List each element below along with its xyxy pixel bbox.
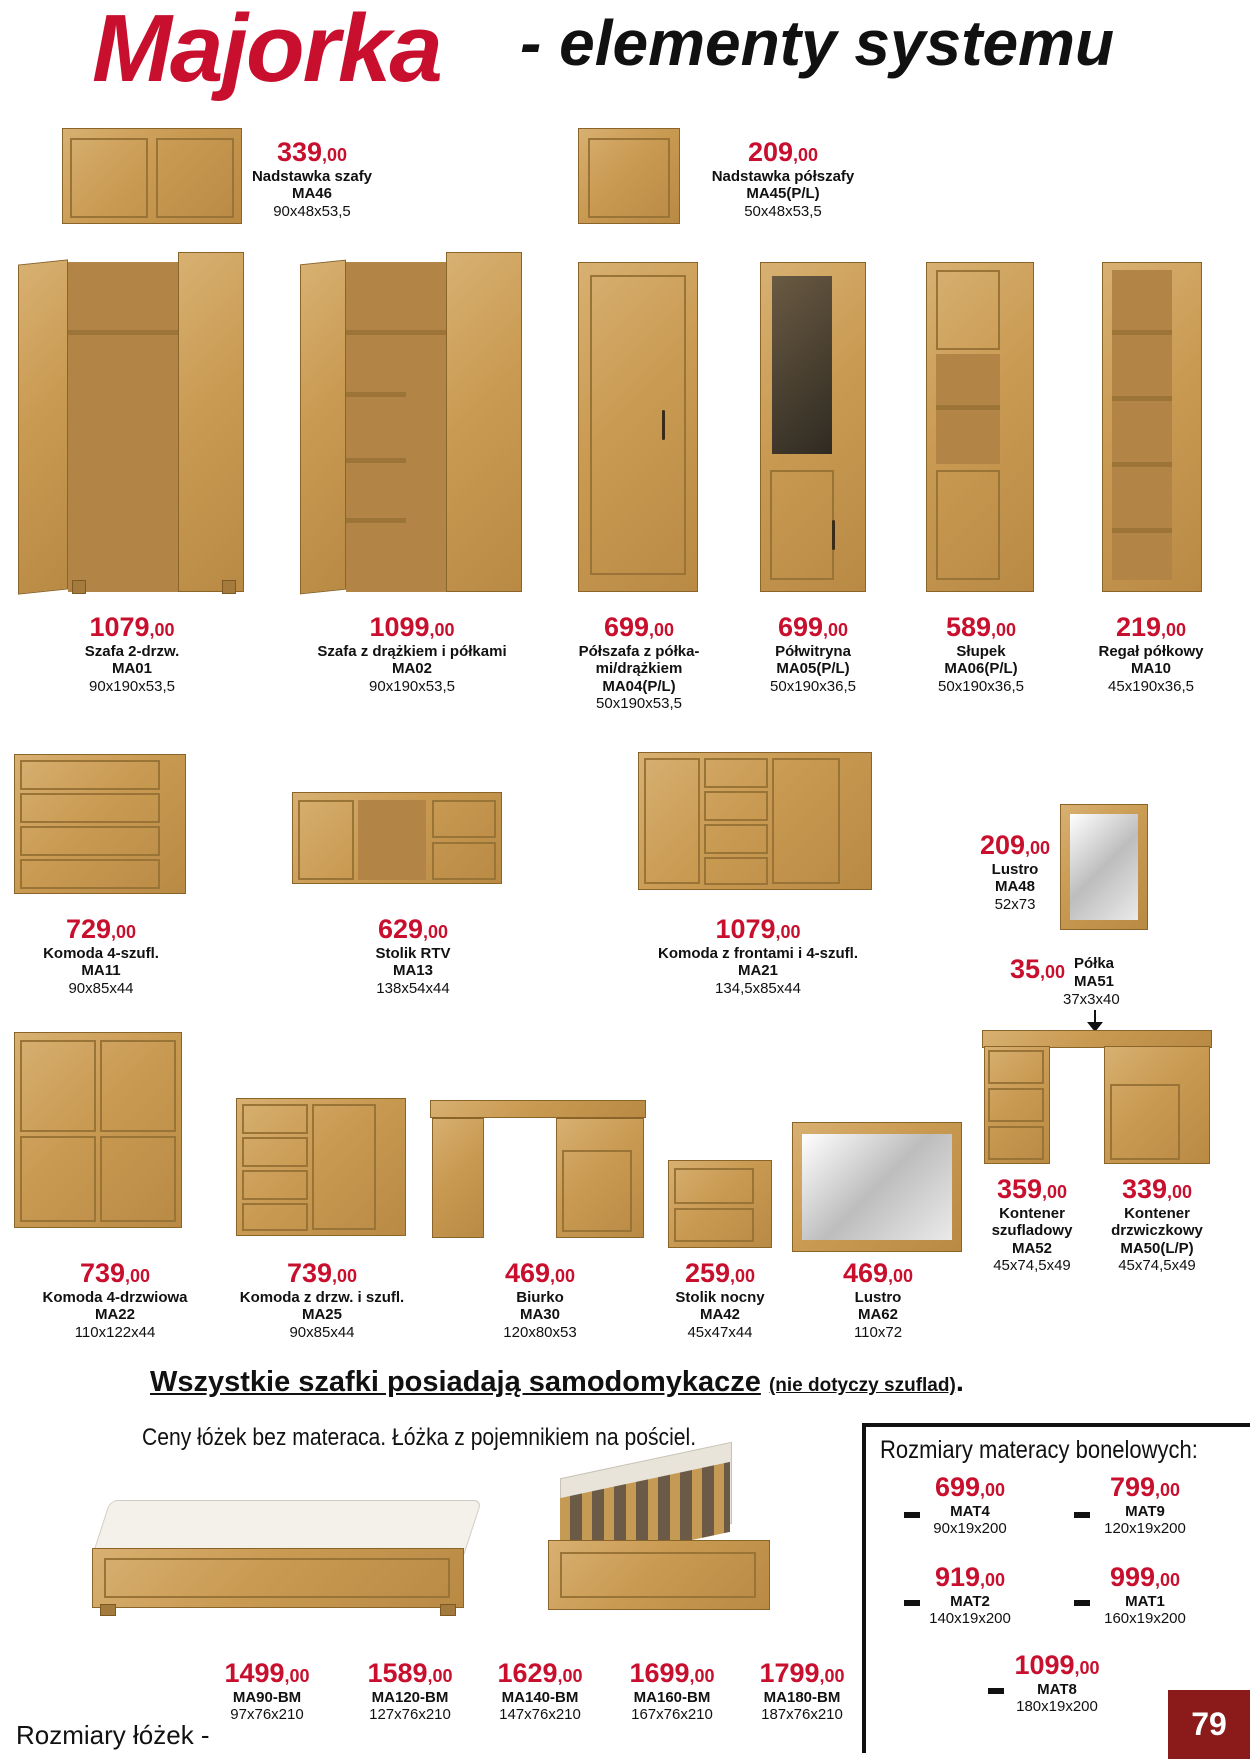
bed-item-ma140 <box>480 1658 600 1724</box>
brand-title: Majorka <box>92 0 441 102</box>
product-dimensions: 138x54x44 <box>376 979 450 997</box>
product-price: 729,00 <box>65 914 137 944</box>
product-price: 469,00 <box>842 1258 914 1288</box>
product-dimensions: 50x190x36,5 <box>938 677 1024 695</box>
product-code: MA62 <box>857 1306 898 1324</box>
product-label-ma30 <box>478 1258 602 1341</box>
product-name: Półwitryna <box>775 643 851 661</box>
product-code: MA10 <box>1130 660 1171 678</box>
product-code: MA50(L/P) <box>1120 1239 1194 1257</box>
product-label-ma48 <box>970 830 1060 913</box>
bed-dimensions: 97x76x210 <box>230 1706 304 1724</box>
mattress-code: MAT4 <box>950 1503 990 1521</box>
product-price: 35,00 <box>1010 954 1066 984</box>
dash-icon <box>1074 1600 1090 1606</box>
product-price: 1099,00 <box>369 612 455 642</box>
mattress-dimensions: 120x19x200 <box>1104 1520 1186 1538</box>
dash-icon <box>1074 1512 1090 1518</box>
product-label-ma42 <box>646 1258 794 1341</box>
product-name: Komoda 4-szufl. <box>43 945 159 963</box>
product-name: Nadstawka szafy <box>251 168 373 186</box>
dash-icon <box>904 1512 920 1518</box>
product-price: 699,00 <box>777 612 849 642</box>
product-name-line2: mi/drążkiem <box>595 660 683 678</box>
product-price: 359,00 <box>996 1174 1068 1204</box>
bed-code: MA160-BM <box>633 1689 711 1707</box>
product-dimensions: 90x190x53,5 <box>369 677 455 695</box>
product-dimensions: 50x48x53,5 <box>744 202 822 220</box>
mattress-price: 919,00 <box>934 1562 1006 1592</box>
product-dimensions: 52x73 <box>994 895 1036 913</box>
product-label-ma46 <box>232 137 392 220</box>
mattress-title: Rozmiary materacy bonelowych: <box>880 1436 1198 1464</box>
mattress-item-mat4 <box>920 1472 1020 1538</box>
product-code: MA48 <box>994 878 1035 896</box>
mattress-dimensions: 160x19x200 <box>1104 1610 1186 1628</box>
page-subtitle: - elementy systemu <box>520 7 1115 79</box>
bed-price: 1499,00 <box>224 1658 310 1688</box>
product-name: Lustro <box>991 861 1039 879</box>
product-dimensions: 90x85x44 <box>289 1323 355 1341</box>
product-name: Kontener <box>999 1205 1065 1223</box>
product-label-ma05 <box>740 612 886 695</box>
product-name: Komoda z frontami i 4-szufl. <box>657 945 858 963</box>
product-price: 469,00 <box>504 1258 576 1288</box>
bed-item-ma180 <box>742 1658 862 1724</box>
mattress-price: 699,00 <box>934 1472 1006 1502</box>
mattress-price: 999,00 <box>1109 1562 1181 1592</box>
mattress-code: MAT8 <box>1037 1681 1077 1699</box>
product-dimensions: 45x190x36,5 <box>1108 677 1194 695</box>
bed-code: MA180-BM <box>763 1689 841 1707</box>
product-code: MA52 <box>1011 1239 1052 1257</box>
product-label-ma22 <box>30 1258 200 1341</box>
product-label-ma04 <box>548 612 730 712</box>
product-name: Słupek <box>956 643 1006 661</box>
bed-price: 1589,00 <box>367 1658 453 1688</box>
product-code: MA01 <box>111 660 152 678</box>
product-code: MA21 <box>737 962 778 980</box>
product-name: Stolik RTV <box>375 945 451 963</box>
product-label-ma62 <box>820 1258 936 1341</box>
mattress-dimensions: 90x19x200 <box>933 1520 1007 1538</box>
mattress-price: 1099,00 <box>1014 1650 1100 1680</box>
product-dimensions: 90x85x44 <box>68 979 134 997</box>
product-dimensions: 120x80x53 <box>503 1323 577 1341</box>
mattress-item-mat1 <box>1090 1562 1200 1628</box>
dash-icon <box>904 1600 920 1606</box>
product-code: MA46 <box>291 185 332 203</box>
product-dimensions: 110x72 <box>853 1323 903 1341</box>
mattress-item-mat9 <box>1090 1472 1200 1538</box>
product-name: Szafa z drążkiem i półkami <box>317 643 507 661</box>
product-name: Półszafa z półka- <box>578 643 700 661</box>
product-code: MA13 <box>392 962 433 980</box>
product-name: Stolik nocny <box>675 1289 765 1307</box>
product-code: MA05(P/L) <box>776 660 850 678</box>
product-label-ma06 <box>908 612 1054 695</box>
product-price: 1079,00 <box>715 914 801 944</box>
product-price: 739,00 <box>79 1258 151 1288</box>
mattress-item-mat2 <box>920 1562 1020 1628</box>
bed-code: MA140-BM <box>501 1689 579 1707</box>
product-dimensions: 50x190x53,5 <box>596 694 682 712</box>
beds-note: Ceny łóżek bez materaca. Łóżka z pojemnikiem na pościel. <box>142 1424 697 1451</box>
product-price: 339,00 <box>1121 1174 1193 1204</box>
product-code: MA25 <box>301 1306 342 1324</box>
product-price: 1079,00 <box>89 612 175 642</box>
product-label-ma02 <box>292 612 532 695</box>
product-label-ma21 <box>638 914 878 997</box>
product-dimensions: 90x48x53,5 <box>273 202 351 220</box>
product-dimensions: 45x74,5x49 <box>993 1256 1071 1274</box>
bed-code: MA90-BM <box>232 1689 302 1707</box>
bed-item-ma90 <box>212 1658 322 1724</box>
mattress-price: 799,00 <box>1109 1472 1181 1502</box>
bed-dimensions: 167x76x210 <box>631 1706 713 1724</box>
product-code: MA45(P/L) <box>746 185 820 203</box>
bed-item-ma120 <box>350 1658 470 1724</box>
bed-item-ma160 <box>612 1658 732 1724</box>
product-price: 589,00 <box>945 612 1017 642</box>
product-dimensions: 50x190x36,5 <box>770 677 856 695</box>
product-code: MA42 <box>699 1306 740 1324</box>
bed-dimensions: 127x76x210 <box>369 1706 451 1724</box>
mattress-code: MAT9 <box>1125 1503 1165 1521</box>
product-code: MA30 <box>519 1306 560 1324</box>
product-dimensions: 90x190x53,5 <box>89 677 175 695</box>
bed-dimensions: 147x76x210 <box>499 1706 581 1724</box>
product-price: 339,00 <box>276 137 348 167</box>
bed-price: 1699,00 <box>629 1658 715 1688</box>
mattress-dimensions: 140x19x200 <box>929 1610 1011 1628</box>
product-code: MA04(P/L) <box>602 677 676 695</box>
product-name: Półka <box>1074 955 1115 972</box>
product-price: 629,00 <box>377 914 449 944</box>
product-label-ma13 <box>342 914 484 997</box>
product-name: Komoda z drzw. i szufl. <box>239 1289 405 1307</box>
bed-price: 1629,00 <box>497 1658 583 1688</box>
product-dimensions: 37x3x40 <box>1063 991 1120 1008</box>
soft-close-notice: Wszystkie szafki posiadają samodomykacze (nie dotyczy szuflad). <box>150 1366 964 1398</box>
bed-code: MA120-BM <box>371 1689 449 1707</box>
product-price: 209,00 <box>747 137 819 167</box>
product-dimensions: 110x122x44 <box>74 1323 156 1341</box>
mattress-dimensions: 180x19x200 <box>1016 1698 1098 1716</box>
bed-price: 1799,00 <box>759 1658 845 1688</box>
product-price: 209,00 <box>979 830 1051 860</box>
product-label-ma01 <box>42 612 222 695</box>
product-price: 739,00 <box>286 1258 358 1288</box>
product-dimensions: 134,5x85x44 <box>715 979 801 997</box>
product-label-ma25 <box>222 1258 422 1341</box>
product-name: Regał półkowy <box>1098 643 1204 661</box>
product-name-line2: szufladowy <box>991 1222 1073 1240</box>
product-price: 699,00 <box>603 612 675 642</box>
page-number: 79 <box>1168 1690 1250 1759</box>
product-price: 219,00 <box>1115 612 1187 642</box>
mattress-code: MAT1 <box>1125 1593 1165 1611</box>
product-label-ma10 <box>1076 612 1226 695</box>
product-label-ma52 <box>980 1174 1084 1274</box>
product-dimensions: 45x74,5x49 <box>1118 1256 1196 1274</box>
product-name: Kontener <box>1124 1205 1190 1223</box>
product-name: Nadstawka półszafy <box>711 168 855 186</box>
product-name-line2: drzwiczkowy <box>1111 1222 1203 1240</box>
mattress-item-mat8 <box>1002 1650 1112 1716</box>
product-name: Szafa 2-drzw. <box>84 643 180 661</box>
product-code: MA02 <box>391 660 432 678</box>
product-label-ma50 <box>1098 1174 1216 1274</box>
product-label-ma45 <box>688 137 878 220</box>
product-code: MA11 <box>81 962 121 980</box>
product-name: Komoda 4-drzwiowa <box>42 1289 188 1307</box>
product-price: 259,00 <box>684 1258 756 1288</box>
product-name: Lustro <box>854 1289 902 1307</box>
product-code: MA06(P/L) <box>944 660 1018 678</box>
bed-sizes-label: Rozmiary łóżek - <box>16 1720 210 1750</box>
product-code: MA51 <box>1074 973 1115 990</box>
product-dimensions: 45x47x44 <box>687 1323 753 1341</box>
mattress-code: MAT2 <box>950 1593 990 1611</box>
bed-dimensions: 187x76x210 <box>761 1706 843 1724</box>
product-code: MA22 <box>94 1306 135 1324</box>
product-label-ma11 <box>26 914 176 997</box>
product-name: Biurko <box>516 1289 564 1307</box>
